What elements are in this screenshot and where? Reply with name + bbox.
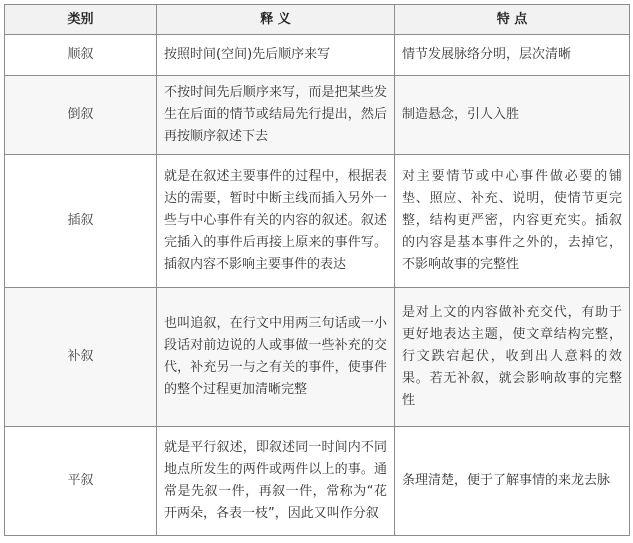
header-category: 类别: [5, 5, 157, 35]
features-cell: 对主要情节或中心事件做必要的铺垫、照应、补充、说明，使情节更完整，结构更严密，内容更充实。插叙的内容是基本事件之外的，去掉它，不影响故事的完整性: [395, 155, 630, 288]
table-row: [5, 35, 630, 76]
category-cell: 平叙: [5, 427, 157, 536]
definition-cell: 也叫追叙，在行文中用两三句话或一小段话对前边说的人或事做一些补充的交代，补充另一与之有关的事件，使事件的整个过程更加清晰完整: [157, 288, 395, 427]
features-cell: 情节发展脉络分明，层次清晰: [395, 35, 630, 76]
narrative-methods-table: [4, 4, 630, 536]
header-row: [5, 5, 630, 35]
category-cell: 倒叙: [5, 76, 157, 155]
table-body: [5, 35, 630, 536]
definition-cell: 就是平行叙述，即叙述同一时间内不同地点所发生的两件或两件以上的事。通常是先叙一件，再叙一件，常称为“花开两朵，各表一枝”，因此又叫作分叙: [157, 427, 395, 536]
table-header: [5, 5, 630, 35]
definition-cell: 按照时间(空间)先后顺序来写: [157, 35, 395, 76]
category-cell: 插叙: [5, 155, 157, 288]
features-cell: 制造悬念，引人入胜: [395, 76, 630, 155]
category-cell: 顺叙: [5, 35, 157, 76]
table-row: [5, 288, 630, 427]
table-row: [5, 427, 630, 536]
features-cell: 是对上文的内容做补充交代，有助于更好地表达主题，使文章结构完整，行文跌宕起伏，收到出人意料的效果。若无补叙，就会影响故事的完整性: [395, 288, 630, 427]
category-cell: 补叙: [5, 288, 157, 427]
table-row: [5, 76, 630, 155]
header-features: 特 点: [395, 5, 630, 35]
definition-cell: 不按时间先后顺序来写，而是把某些发生在后面的情节或结局先行提出，然后再按顺序叙述下去: [157, 76, 395, 155]
features-cell: 条理清楚，便于了解事情的来龙去脉: [395, 427, 630, 536]
definition-cell: 就是在叙述主要事件的过程中，根据表达的需要，暂时中断主线而插入另外一些与中心事件有关的内容的叙述。叙述完插入的事件后再接上原来的事件写。插叙内容不影响主要事件的表达: [157, 155, 395, 288]
table-row: [5, 155, 630, 288]
header-definition: 释 义: [157, 5, 395, 35]
